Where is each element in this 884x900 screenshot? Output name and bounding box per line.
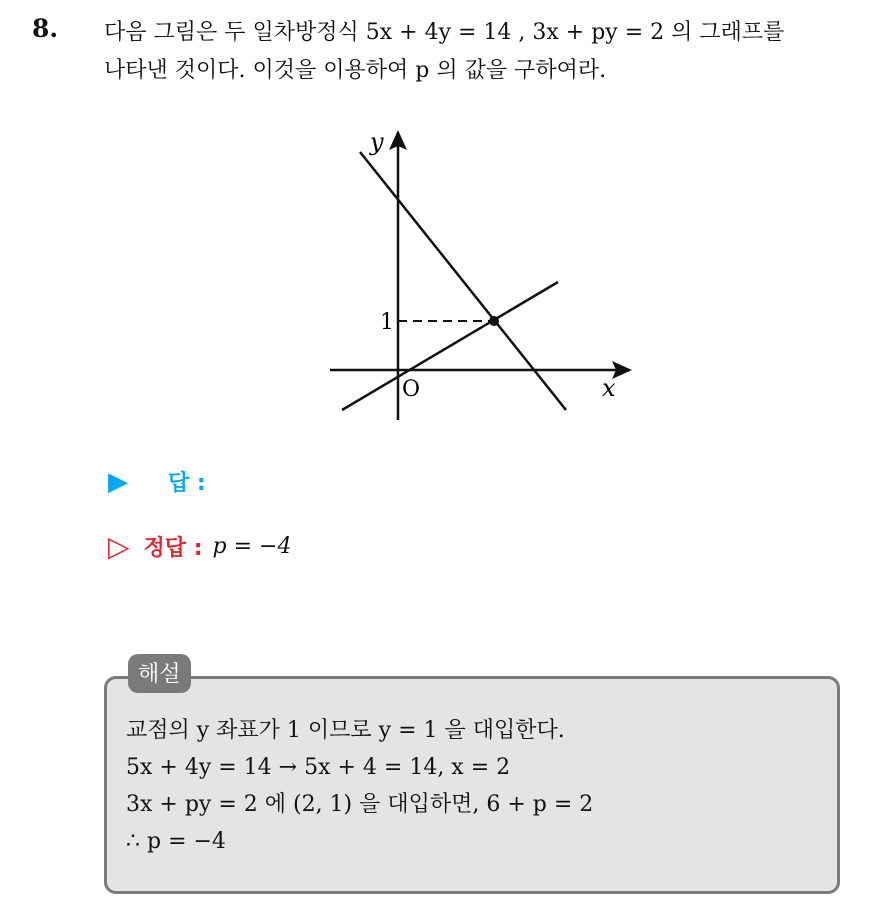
explanation-tag: 해설 xyxy=(128,654,191,693)
answer-marker-icon: ▶ xyxy=(108,466,128,497)
correct-answer-label: 정답 : xyxy=(143,536,203,561)
correct-answer-row xyxy=(108,530,291,563)
origin-label: O xyxy=(402,377,421,402)
question-line-1: 다음 그림은 두 일차방정식 5x + 4y = 14 , 3x + py = 2 의 그래프를 xyxy=(104,20,785,45)
graph-line-3x-py-2 xyxy=(342,282,558,410)
explanation-content xyxy=(126,712,593,860)
graph-line-5x-4y-14 xyxy=(360,152,566,410)
answer-row xyxy=(108,466,206,497)
y-axis-label: y xyxy=(370,128,384,156)
explanation-line-1: 교점의 y 좌표가 1 이므로 y = 1 을 대입한다. xyxy=(126,718,565,743)
explanation-line-4: ∴ p = −4 xyxy=(126,829,226,854)
graph-figure xyxy=(320,120,640,430)
x-axis-label: x xyxy=(602,374,616,402)
answer-label: 답 : xyxy=(168,471,206,496)
intersection-point xyxy=(489,316,499,326)
tick-label-1: 1 xyxy=(380,310,394,335)
explanation-line-3: 3x + py = 2 에 (2, 1) 을 대입하면, 6 + p = 2 xyxy=(126,792,594,817)
question-text xyxy=(104,14,874,90)
explanation-line-2: 5x + 4y = 14 → 5x + 4 = 14, x = 2 xyxy=(126,755,511,780)
question-number: 8. xyxy=(32,14,59,43)
question-line-2: 나타낸 것이다. 이것을 이용하여 p 의 값을 구하여라. xyxy=(104,58,607,83)
correct-answer-value: p = −4 xyxy=(212,534,292,559)
correct-marker-icon: ▷ xyxy=(108,530,130,563)
